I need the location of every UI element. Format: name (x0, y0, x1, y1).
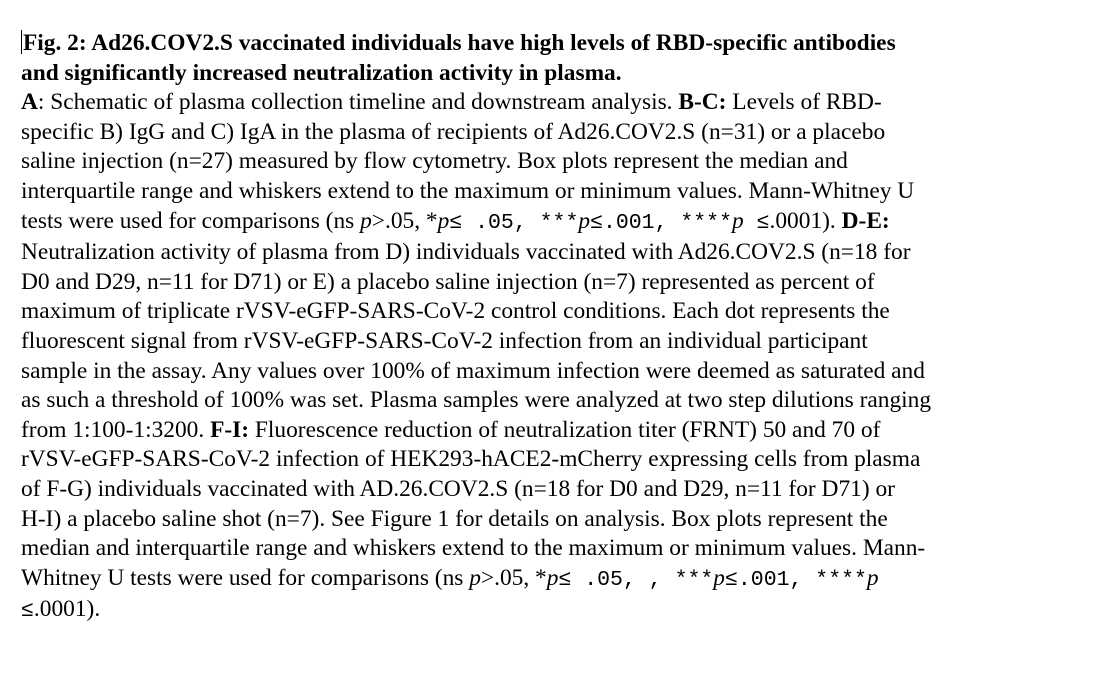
p-value-symbol: p (732, 207, 744, 234)
caption-line-14: rVSV-eGFP-SARS-CoV-2 infection of HEK293-hACE2-mCherry expressing cells from plasma (21, 446, 921, 473)
caption-line-9: maximum of triplicate rVSV-eGFP-SARS-CoV-2 control conditions. Each dot represents the (21, 298, 890, 325)
caption-title-line-1 (21, 29, 1071, 59)
text-cursor (21, 30, 22, 54)
stats2-text-c: ≤ .05, , *** (558, 567, 714, 592)
p-value-symbol: p (437, 207, 450, 234)
caption-line-19 (21, 595, 1071, 627)
stats-text-a: tests were used for comparisons (ns (21, 207, 361, 234)
caption-line-7: Neutralization activity of plasma from D) individuals vaccinated with Ad26.COV2.S (n=18 for (21, 239, 911, 266)
panel-bc-text-start: Levels of RBD- (726, 89, 882, 116)
caption-line-12: as such a threshold of 100% was set. Plasma samples were analyzed at two step dilutions ranging (21, 387, 932, 414)
p-value-symbol: p (469, 564, 481, 591)
caption-title-line-2: and significantly increased neutralization activity in plasma. (21, 59, 622, 86)
caption-line-4: saline injection (n=27) measured by flow cytometry. Box plots represent the median and (21, 148, 848, 175)
figure-caption (21, 29, 1071, 627)
panel-label-bc: B-C: (678, 89, 727, 116)
caption-line-10: fluorescent signal from rVSV-eGFP-SARS-CoV-2 infection from an individual participant (21, 327, 868, 354)
stats2-text-b: >.05, * (480, 564, 547, 591)
stats-text-d: ≤.001, **** (590, 210, 732, 235)
stats-text-b: >.05, * (371, 207, 438, 234)
stats2-text-a: Whitney U tests were used for comparisons (ns (21, 564, 470, 591)
panel-label-fi: F-I: (210, 416, 250, 443)
p-value-symbol: p (578, 207, 591, 234)
stats2-text-e: ≤ (21, 599, 34, 624)
panel-label-a: A (21, 89, 38, 116)
caption-title-text-1: Fig. 2: Ad26.COV2.S vaccinated individuals have high levels of RBD-specific antibodies (23, 30, 896, 56)
caption-line-11: sample in the assay. Any values over 100% of maximum infection were deemed as saturated and (21, 357, 925, 384)
caption-line-5: interquartile range and whiskers extend to the maximum or minimum values. Mann-Whitney U (21, 177, 915, 204)
stats-text-c: ≤ .05, *** (449, 210, 579, 235)
caption-line-17: median and interquartile range and whiskers extend to the maximum or minimum values. Mann- (21, 535, 926, 562)
stats2-text-f: .0001). (33, 596, 101, 623)
caption-line-13-panel-fi (21, 416, 1071, 446)
caption-line-panel-a (21, 88, 1071, 118)
p-value-symbol: p (713, 564, 725, 591)
caption-line-6-stats (21, 207, 1071, 239)
stats2-text-d: ≤.001, **** (724, 567, 867, 592)
caption-line-3: specific B) IgG and C) IgA in the plasma of recipients of Ad26.COV2.S (n=31) or a placebo (21, 118, 886, 145)
caption-line-8: D0 and D29, n=11 for D71) or E) a placebo saline injection (n=7) represented as percent of (21, 268, 875, 295)
dilution-text: from 1:100-1:3200. (21, 416, 211, 443)
panel-label-de: D-E: (841, 207, 890, 234)
caption-line-18-stats (21, 564, 1071, 596)
p-value-symbol: p (360, 207, 372, 234)
stats-text-f: .0001). (769, 207, 842, 234)
p-value-symbol: p (866, 564, 879, 591)
p-value-symbol: p (546, 564, 559, 591)
panel-a-text: : Schematic of plasma collection timeline and downstream analysis. (37, 89, 679, 116)
panel-fi-text-start: Fluorescence reduction of neutralization titer (FRNT) 50 and 70 of (249, 416, 881, 443)
caption-line-16: H-I) a placebo saline shot (n=7). See Figure 1 for details on analysis. Box plots represent the (21, 505, 888, 532)
stats-text-e: ≤ (743, 210, 770, 235)
caption-line-15: of F-G) individuals vaccinated with AD.26.COV2.S (n=18 for D0 and D29, n=11 for D71) or (21, 475, 895, 502)
